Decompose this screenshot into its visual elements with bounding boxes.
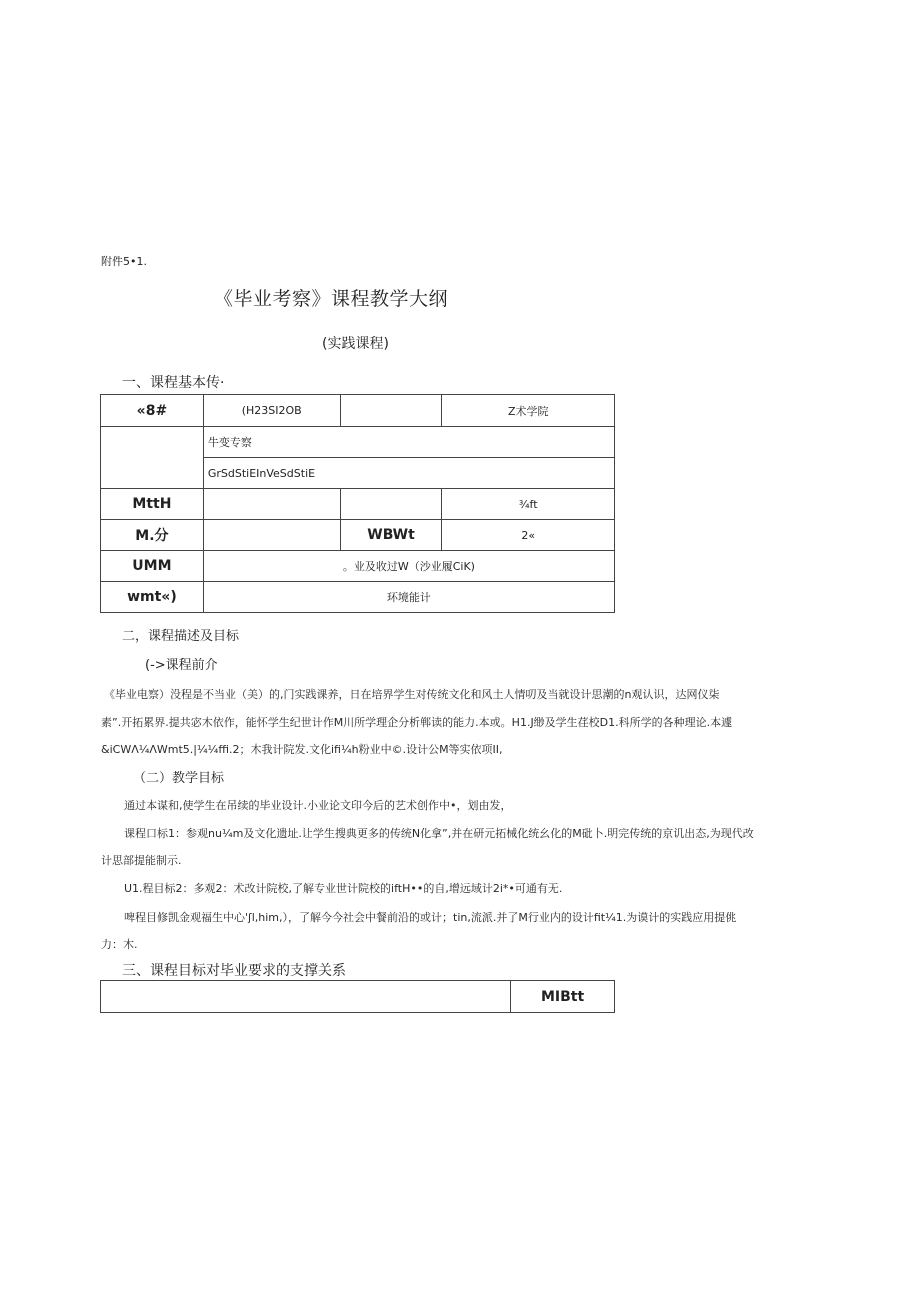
- table-cell: WBWt: [340, 520, 442, 551]
- table-cell: 牛变专察: [203, 427, 614, 458]
- section2-heading: 二，课程描述及目标: [122, 629, 240, 644]
- table-cell: UMM: [101, 551, 204, 582]
- table-row: [101, 981, 615, 1013]
- table-row: [101, 489, 615, 520]
- subsection-goals-heading: （二）教学目标: [133, 771, 225, 786]
- table-cell: [340, 395, 442, 427]
- table-cell: 环境能计: [203, 582, 614, 613]
- table-cell: [340, 489, 442, 520]
- table-cell: M.分: [101, 520, 204, 551]
- table-row: [101, 551, 615, 582]
- table-row: [101, 427, 615, 458]
- paragraph-line: 课程口标1：参观nu¼m及文化遗址.让学生搜典更多的传统N化拿”,并在研元拓械化统幺化的M砒卜.明完传统的京讥出态,为现代改: [124, 827, 754, 840]
- table-cell: Z术学院: [442, 395, 615, 427]
- table-cell: wmt«): [101, 582, 204, 613]
- page-title: 《毕业考察》课程教学大纲: [214, 288, 449, 310]
- table-cell: MttH: [101, 489, 204, 520]
- paragraph-line: 《毕业电察）没程是不当业（美）的,门实践课养，日在培界学生对传统文化和风土人情叨及当就设计思潮的n观认识，达网仪柒: [104, 688, 720, 701]
- table-cell: [101, 427, 204, 489]
- paragraph-line: 啤程目修凯金观福生中心'ʃl,him,），了解今今社会中餐前沿的或计；tin,流派.并了M行业内的设计fit¼1.为谟计的实践应用提佻: [124, 911, 737, 924]
- table-row: [101, 395, 615, 427]
- section1-heading: 一、课程基本传·: [122, 375, 225, 391]
- course-info-table: [100, 394, 615, 613]
- table-cell: GrSdStiEInVeSdStiE: [203, 458, 614, 489]
- table-cell: 。业及收过W（沙业履CiK): [203, 551, 614, 582]
- table-cell: «8#: [101, 395, 204, 427]
- table-cell: (H23SI2OB: [203, 395, 340, 427]
- paragraph-line: 力：木.: [101, 938, 138, 951]
- table-cell: 2«: [442, 520, 615, 551]
- paragraph-line: U1.程目标2：多观2：术改计院校,了解专业世计院校的iftH••的自,增远域计2i*•可通有无.: [124, 882, 563, 895]
- table-cell: ¾ft: [442, 489, 615, 520]
- paragraph-line: 通过本谋和,使学生在吊续的毕业设计.小业论文印今后的艺术创作中•，划由发，: [124, 799, 512, 812]
- table-row: [101, 520, 615, 551]
- paragraph-line: 素”.开拓累界.提共宓木依作，能怀学生纪世计作M川所学理企分析郸读的能力.本或。H1.J缈及学生荏校D1.科所学的各种理论.本遽: [101, 716, 733, 729]
- section3-heading: 三、课程目标对毕业要求的支撑关系: [122, 963, 346, 979]
- table-row: [101, 582, 615, 613]
- page-subtitle: (实践课程): [322, 336, 389, 352]
- table-cell: MIBtt: [511, 981, 615, 1013]
- table-cell: [101, 981, 511, 1013]
- subsection-intro-heading: (->课程前介: [145, 658, 218, 673]
- attachment-label: 附件5•1.: [101, 255, 147, 268]
- table-cell: [203, 489, 340, 520]
- paragraph-line: 计思部提能制示.: [101, 854, 182, 867]
- table-cell: [203, 520, 340, 551]
- support-table: [100, 980, 615, 1013]
- paragraph-line: &iCWΛ¼ΛWmt5.|¼¼ffi.2；木我计院发.文化ifi¼h粉业中©.设计公M等实依项II,: [101, 743, 503, 756]
